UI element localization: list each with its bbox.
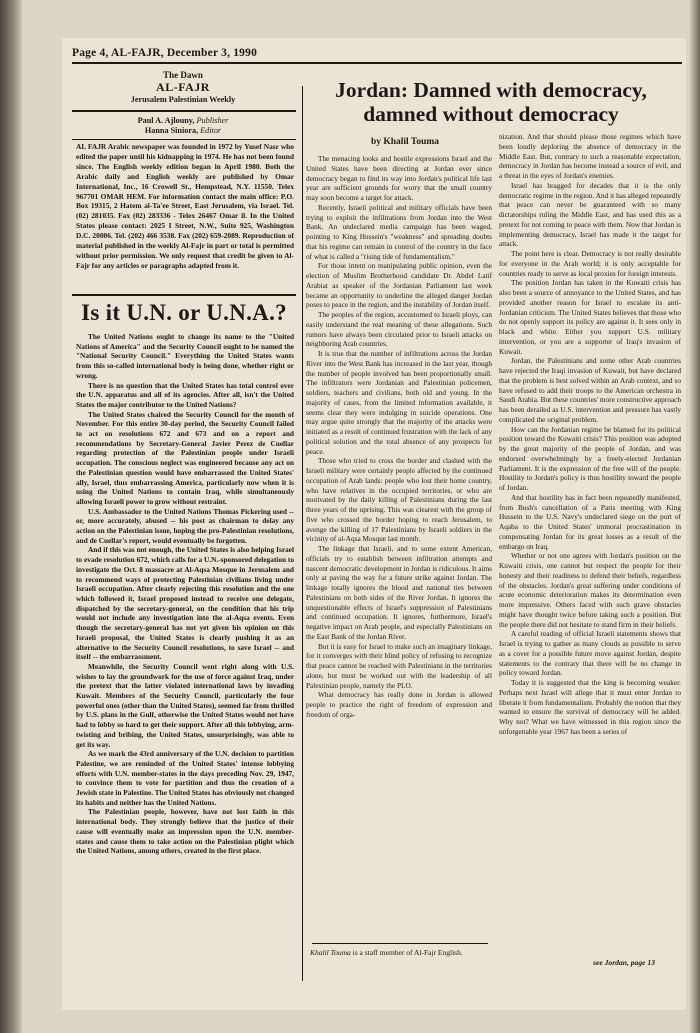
editorial-paragraph: There is no question that the United States has total control over the U.N. apparatus and all of its agencies. After all, isn't the United States the major contributor to the United Nations? <box>76 380 294 409</box>
publisher-name: Paul A. Ajlouny, <box>137 116 195 125</box>
editorial-paragraph: Meanwhile, the Security Council went right along with U.S. wishes to lay the groundwork for the use of force against Iraq, under the pretext that the latter violated international laws by invading Kuwait. Members of the Security Council, particularly the four powerful ones (other than the United States), seemed far from thrilled by U.S. plans in the Gulf, otherwise the United States would not have had to lobby so hard to get their support. After all this lobbying, arm-twisting and bribing, the United States, unsurprisingly, was able to get its way. <box>76 661 294 749</box>
page-edge <box>690 0 700 1033</box>
header-rule <box>72 62 682 64</box>
editor-title: Editor <box>200 126 222 135</box>
masthead-subtitle: Jerusalem Palestinian Weekly <box>130 95 236 104</box>
bio-rule <box>312 943 488 944</box>
bio-name: Khalil Touma <box>310 948 351 957</box>
article-paragraph: Those who tried to cross the border and clashed with the Israeli military were certainly people affected by the continued occupation of Arab lands: people who lost their home country, who have relatives in the occupied territories, or who are motivated by the daily killing of Palestinians during the last three years of the uprising. This was clearest with the group of five who crossed the border hoping to reach Jerusalem, to avenge the killing of 17 Palestinians by Israeli soldiers in the vicinity of al-Aqsa Mosque last month. <box>306 456 492 544</box>
editorial-paragraph: The United Nations ought to change its name to the "United Nations of America" and the Security Council ought to be named the "National Security Council." Everything the United States wants from this so-called international body is being done, whether right or wrong. <box>76 332 294 380</box>
article-paragraph: The position Jordan has taken in the Kuwaiti crisis has also been a source of annoyance to the United States, and has provided another reason for Israel to escalate its anti-Jordanian criticism. The United States believes that those who do not openly support its policy are against it. It sees only in black and white. Either you support U.S. military intervention, or you are a supporter of Iraq's invasion of Kuwait. <box>499 278 681 356</box>
article-paragraph: nization. And that should please those regimes which have been loudly deploring the absence of democracy in the Middle East. But, contrary to such a reasonable expectation, democracy in Jordan has become instead a source of evil, and a threat in the eyes of Jordan's enemies. <box>499 132 681 180</box>
article-paragraph: Today it is suggested that the king is becoming weaker. Perhaps next Israel will allege that it must enter Jordan to liberate it from fundamentalism. Probably the notion that they wanted to ensure the survival of democracy will be added. Why not? What we have witnessed in this region since the unforgettable year 1967 has been a series of <box>499 678 681 736</box>
article-paragraph: How can the Jordanian regime be blamed for its political position toward the Kuwaiti crisis? This position was adopted by the great majority of the people of Jordan, and was endorsed overwhelmingly by a freely-elected Jordanian Parliament. It is the expression of the free will of the people. Hostility to Jordan's policy is thus hostility toward the people of Jordan. <box>499 424 681 492</box>
masthead-rule <box>72 110 296 112</box>
article-paragraph: A careful reading of official Israeli statements shows that Israel is trying to gather as many clouds as possible to serve as a cover for a possible future move against Jordan, despite statements to the contrary that there will be no change in policy toward Jordan. <box>499 629 681 678</box>
notice-text: AL FAJR Arabic newspaper was founded in 1972 by Yusef Nasr who edited the paper until his kidnapping in 1974. He has not been found since. The English weekly edition began in April 1980. Both the Arabic daily and English weekly are published by Omar International, Inc., 16 Crowell St., Hempstead, N.Y. 11550. Telex 967701 OMAR HEM. For information contact the main office: P.O. Box 19315, 2 Hatem al-Ta'ee Street, East Jerusalem, via Israel. Tel. (02) 281035. Fax (02) 283336 - Telex 26467 Omar il. In the United States please contact: 2025 I Street, N.W., Suite 925, Washington D.C. 20006. Tel. (202) 466 3538. Fax (202) 659-2089. Reproduction of material published in the weekly Al-Fajr in part or total is permitted without prior permission. We only request that credit be given to Al-Fajr for any articles or paragraphs adapted from it. <box>76 142 294 270</box>
article-paragraph: What democracy has really done in Jordan is allowed people to practice the right of freedom of expression and freedom of orga- <box>306 690 492 719</box>
article-paragraph: But it is easy for Israel to make such an imaginary linkage, for it converges with their blind policy of refusing to recognize that peace cannot be reached with Palestinians in the territories alone, but must be worked out with the leadership of all Palestinian people, namely the PLO. <box>306 641 492 690</box>
editorial-paragraph: As we mark the 43rd anniversary of the U.N. decision to partition Palestine, we are reminded of the United States' intense lobbying efforts with U.N. member-states in the days preceding Nov. 29, 1947, to convince them to vote for partition and thus the creation of a Jewish state in Palestine. The United States has obviously not changed its habits and neither has the United Nations. <box>76 749 294 807</box>
article-column-2 <box>499 132 681 970</box>
editorial-paragraph: The United States chaired the Security Council for the month of November. For this entire 30-day period, the Security Council failed to act on resolutions 672 and 673 and on a report and recommendations by Secretary-General Javier Perez de Cuellar regarding protection of the Palestinian people under Israeli occupation. The conscious neglect was engineered because any act on the Palestinian question would have embarrassed the United States' ally, Israel, thus embarrassing America, particularly now when it is using the United Nations to contain Iraq, while simultaneously allowing Israeli power to grow without restraint. <box>76 409 294 506</box>
publication-notice <box>76 142 294 271</box>
article-byline: by Khalil Touma <box>370 137 440 147</box>
editorial-paragraph: The Palestinian people, however, have not lost faith in this international body. They strongly believe that the justice of their cause will eventually make an impression upon the U.N. member-states and cause them to take action on the Palestinian plight which the United Nations, among others, created in the first place. <box>76 807 294 856</box>
article-paragraph: Israel has bragged for decades that it is the only democratic regime in the region. And it has alleged repeatedly that peace can never be guaranteed with so many dictatorships ruling the Middle East, and has used this as a pretext for not coming to peace with them. Now that Jordan is implementing democracy, Israel has made it the target for attack. <box>499 180 681 249</box>
book-binding <box>0 0 22 1033</box>
article-paragraph: The menacing looks and hostile expressions Israel and the United States have been directing at Jordan ever since democracy began to find its way into Jordan's political life last year are sufficient grounds for worry that the small country may soon become a target for attack. <box>306 154 492 202</box>
masthead <box>72 70 294 104</box>
bio-text: is a staff member of Al-Fajr English. <box>352 948 463 957</box>
article-paragraph: Whether or not one agrees with Jordan's position on the Kuwaiti crisis, one cannot but respect the people for their honesty and their readiness to defend their beliefs, regardless of the obstacles. Jordan's great suffering under conditions of acute economic deterioration makes its determination even more impressive. Others faced with such grave obstacles might have thought twice before taking such a position. But the people there did not hesitate to stand firm in their beliefs. <box>499 551 681 629</box>
editorial-paragraph: And if this was not enough, the United States is also helping Israel to evade resolution 672, which calls for a U.N.-sponsored delegation to investigate the Oct. 8 massacre at Al-Aqsa Mosque in Jerusalem and to recommend ways of protecting Palestinian civilians living under Israeli occupation. After clearly rejecting this resolution and the one which followed it, Israel proposed instead to receive one delegate, dispatched by the secretary-general, on the condition that his trip would not include any investigation into the al-Aqsa events. Even though the secretary-general has not yet given his opinion on this Israeli proposal, the United States is clearly pushing it as an alternative to the Security Council resolutions, to save Israel -- and itself -- the embarrassment. <box>76 545 294 662</box>
author-bio <box>310 946 490 958</box>
article-paragraph: Recently, Israeli political and military officials have been trying to exploit the infiltrations from Jordan into the West Bank. An undeclared media campaign has been waged, pointing to King Hussein's "weakness" and spreading doubts that his regime can remain in control of the country in the face of what is called a "rising tide of fundamentalism." <box>306 202 492 261</box>
article-paragraph: The point here is clear. Democracy is not really desirable for everyone in the Arab world; it is only acceptable for countries ready to serve as local proxies for foreign interests. <box>499 249 681 278</box>
article-paragraph: It is true that the number of infiltrations across the Jordan River into the West Bank has increased in the last year, though the number of people involved has been proportionally small. The infiltrators were Jordanian and Palestinian policemen, soldiers, teachers and civilians, both old and young. In the majority of cases, from the limited information available, it seems clear they were indulging in suicide operations. One may argue quite strongly that the majority of the attacks were initiated as a result of continued frustration with the lack of any political solution and the total absence of any prospects for peace. <box>306 349 492 456</box>
article-paragraph: The linkage that Israeli, and to some extent American, officials try to establish between infiltration attempts and nascent democratic development in Jordan is ridiculous. It aims only at paving the way for a future strike against Jordan. The linkage totally ignores the blood and national ties between Palestinians on both sides of the River Jordan. It ignores the unquestionable effects of Israel's suppression of Palestinians and continued occupation. It ignores, furthermore, Israel's negative impact on Arab people, and especially Palestinians on the East Bank of the Jordan River. <box>306 544 492 641</box>
publisher-title: Publisher <box>196 116 229 125</box>
continuation-jump: see Jordan, page 13 <box>590 958 655 967</box>
article-column-1 <box>306 154 492 980</box>
masthead-name: AL-FAJR <box>156 80 210 94</box>
editor-name: Hanna Siniora, <box>144 126 199 135</box>
masthead-dawn: The Dawn <box>163 70 203 80</box>
editorial-paragraph: U.S. Ambassador to the United Nations Thomas Pickering used -- or, more accurately, abused -- his post as chairman to delay any action on the Palestinian issue, hoping the pro-Palestinian resolutions, and de Cuellar's report, would eventually be forgotten. <box>76 506 294 545</box>
article-paragraph: For those intent on manipulating public opinion, even the election of Muslim Brotherhood candidate Dr. Abdel Latif Arabiat as speaker of the Jordanian Parliament last week became an opportunity to underline the alleged danger Jordan poses to peace in the region, and the instability of Jordan itself. <box>306 261 492 310</box>
editorial-headline: Is it U.N. or U.N.A.? <box>81 300 287 325</box>
staff-rule <box>72 139 296 140</box>
editorial-top-rule <box>72 294 296 296</box>
article-paragraph: Jordan, the Palestinians and some other Arab countries have rejected the Iraqi invasion of Kuwait, but have declared that the problem is best solved within an Arab context, and so have refused to add their troops to the American orchestra in Saudi Arabia. But these countries' more constructive approach has been derailed as U.S. intervention and pressure has vastly complicated the original problem. <box>499 356 681 424</box>
article-headline: Jordan: Damned with democracy, damned without democracy <box>335 78 647 126</box>
staff-box <box>72 116 294 136</box>
column-divider <box>302 86 303 981</box>
article-paragraph: The peoples of the region, accustomed to Israeli ploys, can easily understand the real meaning of these allegations. Such rumors have always been circulated prior to Israeli attacks on neighboring Arab countries. <box>306 310 492 349</box>
running-head: Page 4, AL-FAJR, December 3, 1990 <box>72 47 258 59</box>
editorial-body <box>76 332 294 982</box>
article-paragraph: And that hostility has in fact been repeatedly manifested, from Bush's cancellation of a Paris meeting with King Hussein to the U.S. Navy's undeclared siege on the port of Aqaba to the United States' immoral procrastination in compensating Jordan for its great losses as a result of the embargo on Iraq. <box>499 492 681 551</box>
